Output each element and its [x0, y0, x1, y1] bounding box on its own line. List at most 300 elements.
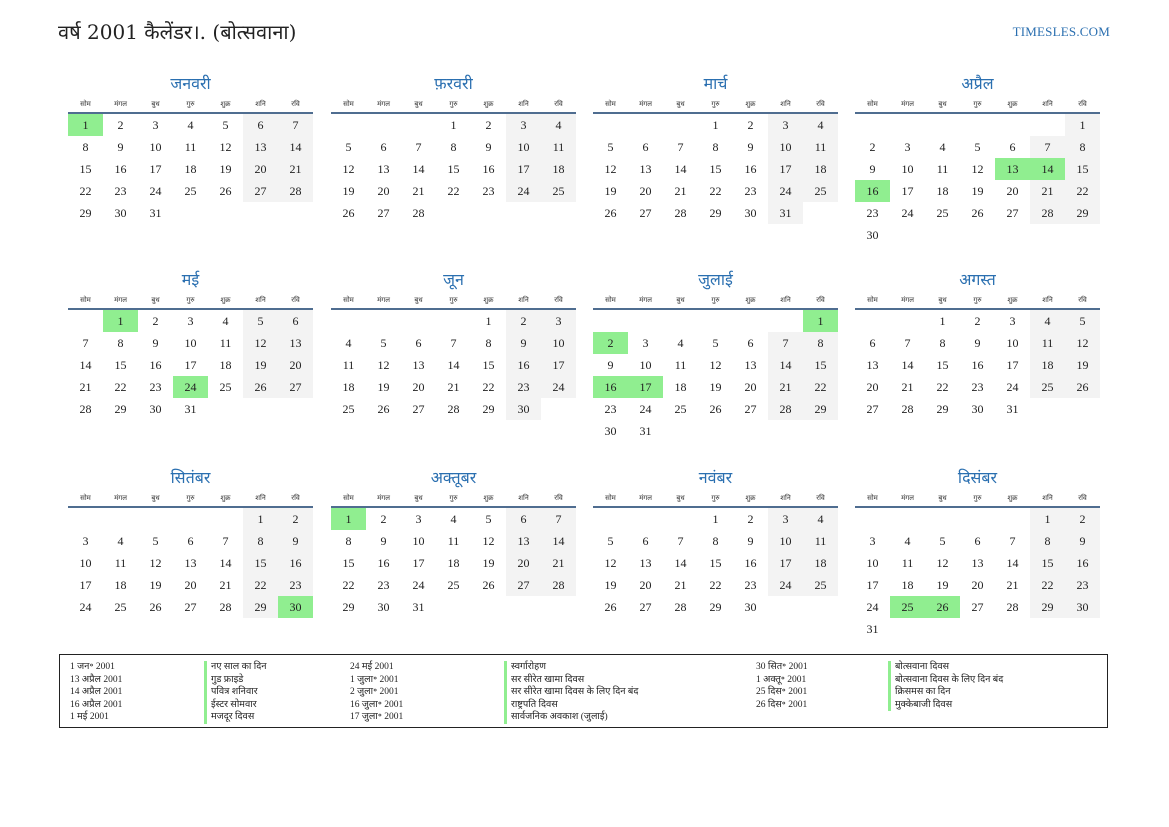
day-cell-empty: [68, 508, 103, 530]
day-cell: 4: [803, 114, 838, 136]
day-cell: 31: [149, 206, 162, 220]
weekday-label: बुध: [151, 296, 160, 304]
day-cell: 8: [243, 530, 278, 552]
day-cell: 28: [447, 402, 460, 416]
day-cell: 24: [639, 402, 652, 416]
day-cell: 11: [114, 556, 127, 570]
weekday-label: सोम: [80, 296, 91, 304]
weekday-label: गुरु: [973, 296, 982, 304]
day-cell: 20: [412, 380, 425, 394]
weekday-label: शुक्र: [220, 296, 231, 304]
weekday-label: गुरु: [711, 296, 720, 304]
day-cell-empty: [366, 310, 401, 332]
day-cell: 17: [768, 158, 803, 180]
day-cell: 12: [936, 556, 949, 570]
day-cell: 14: [901, 358, 914, 372]
weekday-label: सोम: [867, 100, 878, 108]
day-cell: 17: [149, 162, 162, 176]
day-cell: 20: [971, 578, 984, 592]
day-cell: 20: [243, 158, 278, 180]
day-cell: 19: [243, 354, 278, 376]
day-cell: 30: [604, 424, 617, 438]
day-cell: 20: [184, 578, 197, 592]
day-cell-empty: [890, 310, 925, 332]
day-cell: 22: [709, 578, 722, 592]
day-cell: 15: [709, 556, 722, 570]
weekday-label: शुक्र: [745, 494, 756, 502]
day-cell: 29: [1030, 596, 1065, 618]
day-cell: 14: [541, 530, 576, 552]
weekday-label: गुरु: [449, 100, 458, 108]
day-cell: 13: [971, 556, 984, 570]
day-cell: 23: [866, 206, 879, 220]
day-cell: 24: [866, 600, 879, 614]
weekday-label: मंगल: [114, 296, 127, 304]
day-cell: 23: [482, 184, 495, 198]
weekday-label: बुध: [938, 494, 947, 502]
day-cell-holiday: 1: [803, 310, 838, 332]
day-cell: 22: [114, 380, 127, 394]
weekday-label: शुक्र: [1007, 100, 1018, 108]
day-cell: 27: [744, 402, 757, 416]
day-cell: 11: [803, 530, 838, 552]
weekday-label: रवि: [816, 100, 825, 108]
day-cell: 17: [1006, 358, 1019, 372]
day-cell: 10: [79, 556, 92, 570]
day-cell: 5: [222, 118, 229, 132]
day-cell: 18: [803, 158, 838, 180]
day-cell: 30: [744, 600, 757, 614]
day-cell: 22: [342, 578, 355, 592]
weekday-label: शुक्र: [1007, 296, 1018, 304]
page-title: वर्ष 2001 कैलेंडर।. (बोत्सवाना): [58, 20, 297, 44]
legend-date: 1 जुला॰ 2001: [350, 674, 399, 685]
day-cell-holiday: 17: [628, 376, 663, 398]
legend-date: 17 जुला॰ 2001: [350, 712, 404, 722]
month-calendar: [68, 72, 313, 224]
day-cell: 4: [939, 140, 946, 154]
day-cell-empty: [733, 310, 768, 332]
day-cell: 23: [604, 402, 617, 416]
weekday-header: [331, 490, 576, 508]
month-title: दिसंबर: [957, 468, 998, 487]
day-cell: 24: [1006, 380, 1019, 394]
day-cell: 7: [415, 140, 422, 154]
day-cell: 11: [1030, 332, 1065, 354]
day-cell: 8: [1030, 530, 1065, 552]
day-cell: 12: [243, 332, 278, 354]
day-cell: 13: [506, 530, 541, 552]
day-cell: 25: [447, 578, 460, 592]
day-cell: 27: [971, 600, 984, 614]
day-cell-holiday: 16: [593, 376, 628, 398]
month-title: अक्तूबर: [430, 468, 477, 487]
day-cell: 12: [604, 162, 617, 176]
weekday-label: सोम: [867, 296, 878, 304]
day-cell: 20: [744, 380, 757, 394]
day-cell: 23: [278, 574, 313, 596]
day-cell: 17: [541, 354, 576, 376]
weekday-label: रवि: [554, 494, 563, 502]
day-cell-empty: [628, 114, 663, 136]
weekday-label: मंगल: [639, 296, 652, 304]
day-cell: 9: [1065, 530, 1100, 552]
weekday-label: बुध: [676, 296, 685, 304]
day-grid: [331, 508, 576, 618]
day-cell: 30: [377, 600, 390, 614]
day-cell-empty: [925, 508, 960, 530]
weekday-label: शनि: [780, 296, 791, 304]
weekday-label: शनि: [255, 494, 266, 502]
day-cell: 27: [184, 600, 197, 614]
day-grid: [855, 310, 1100, 420]
day-cell: 15: [803, 354, 838, 376]
month-title: मई: [181, 270, 200, 289]
day-cell-empty: [995, 508, 1030, 530]
weekday-label: बुध: [938, 296, 947, 304]
day-cell-empty: [925, 114, 960, 136]
day-cell: 12: [709, 358, 722, 372]
day-cell: 18: [803, 552, 838, 574]
weekday-label: मंगल: [639, 100, 652, 108]
weekday-label: रवि: [554, 100, 563, 108]
day-cell: 15: [243, 552, 278, 574]
day-cell: 10: [1006, 336, 1019, 350]
weekday-label: गुरु: [711, 494, 720, 502]
day-cell: 30: [866, 228, 879, 242]
day-cell: 16: [506, 354, 541, 376]
day-cell: 12: [377, 358, 390, 372]
day-cell: 11: [447, 534, 460, 548]
day-cell: 4: [117, 534, 124, 548]
weekday-header: [593, 96, 838, 114]
day-cell-empty: [855, 508, 890, 530]
day-cell: 11: [219, 336, 232, 350]
day-cell: 23: [506, 376, 541, 398]
day-cell: 2: [869, 140, 876, 154]
day-cell: 10: [541, 332, 576, 354]
legend-date: 24 मई 2001: [350, 662, 394, 672]
day-cell: 16: [744, 556, 757, 570]
day-cell: 9: [747, 534, 754, 548]
day-cell: 3: [415, 512, 422, 526]
day-cell: 6: [506, 508, 541, 530]
weekday-label: गुरु: [449, 494, 458, 502]
day-cell-holiday: 16: [855, 180, 890, 202]
day-cell: 24: [412, 578, 425, 592]
day-cell: 29: [803, 398, 838, 420]
weekday-label: बुध: [414, 100, 423, 108]
day-cell: 10: [901, 162, 914, 176]
day-cell-holiday: 1: [331, 508, 366, 530]
day-cell: 17: [901, 184, 914, 198]
day-cell: 22: [1030, 574, 1065, 596]
day-cell: 12: [482, 534, 495, 548]
day-cell: 23: [149, 380, 162, 394]
weekday-label: सोम: [867, 494, 878, 502]
day-cell: 2: [747, 118, 754, 132]
weekday-label: शुक्र: [220, 494, 231, 502]
day-cell-empty: [366, 114, 401, 136]
day-cell: 4: [450, 512, 457, 526]
day-cell: 5: [485, 512, 492, 526]
day-cell: 26: [971, 206, 984, 220]
day-cell: 9: [974, 336, 981, 350]
day-cell: 22: [447, 184, 460, 198]
weekday-label: रवि: [554, 296, 563, 304]
day-cell: 30: [149, 402, 162, 416]
day-cell: 4: [541, 114, 576, 136]
day-cell: 21: [278, 158, 313, 180]
weekday-label: बुध: [151, 100, 160, 108]
weekday-header: [331, 96, 576, 114]
legend-holiday-name: राष्ट्रपति दिवस: [504, 699, 638, 712]
day-cell-empty: [208, 508, 243, 530]
month-title: अप्रैल: [961, 74, 994, 93]
legend-date: 25 दिस॰ 2001: [756, 687, 808, 697]
legend-holiday-name: नए साल का दिन: [204, 661, 267, 674]
day-cell: 18: [936, 184, 949, 198]
day-cell: 7: [768, 332, 803, 354]
day-cell: 22: [482, 380, 495, 394]
day-cell: 30: [744, 206, 757, 220]
day-cell: 18: [447, 556, 460, 570]
day-cell: 1: [712, 118, 719, 132]
day-cell-empty: [698, 310, 733, 332]
day-cell: 8: [712, 140, 719, 154]
day-cell: 8: [803, 332, 838, 354]
day-cell: 7: [677, 534, 684, 548]
day-cell-empty: [855, 114, 890, 136]
day-cell: 13: [243, 136, 278, 158]
weekday-label: शनि: [1042, 296, 1053, 304]
legend-date: 2 जुला॰ 2001: [350, 687, 399, 697]
day-cell: 26: [342, 206, 355, 220]
site-link[interactable]: TIMESLES.COM: [1012, 24, 1110, 39]
weekday-header: [593, 292, 838, 310]
day-cell: 6: [380, 140, 387, 154]
weekday-label: शनि: [518, 494, 529, 502]
day-cell-holiday: 14: [1030, 158, 1065, 180]
day-cell: 9: [506, 332, 541, 354]
legend-holiday-name: ईस्टर सोमवार: [204, 699, 267, 712]
day-cell: 12: [1065, 332, 1100, 354]
day-cell: 27: [639, 206, 652, 220]
weekday-label: मंगल: [377, 296, 390, 304]
day-cell: 28: [1030, 202, 1065, 224]
day-cell: 17: [184, 358, 197, 372]
weekday-header: [331, 292, 576, 310]
day-cell: 15: [1030, 552, 1065, 574]
legend-holiday-name: क्रिसमस का दिन: [888, 686, 1003, 699]
day-cell: 31: [768, 202, 803, 224]
day-cell: 4: [345, 336, 352, 350]
day-cell: 12: [971, 162, 984, 176]
weekday-label: मंगल: [377, 100, 390, 108]
day-cell: 24: [79, 600, 92, 614]
day-cell: 5: [380, 336, 387, 350]
day-cell: 26: [377, 402, 390, 416]
weekday-label: बुध: [676, 494, 685, 502]
day-cell: 20: [866, 380, 879, 394]
legend-holiday-name: गुड फ्राइडे: [204, 674, 267, 687]
day-cell: 25: [803, 574, 838, 596]
day-cell: 7: [904, 336, 911, 350]
day-cell: 1: [1065, 114, 1100, 136]
day-cell: 30: [971, 402, 984, 416]
month-calendar: [855, 466, 1100, 640]
month-title: मार्च: [703, 74, 728, 93]
legend-date: 26 दिस॰ 2001: [756, 699, 808, 710]
day-cell: 5: [607, 534, 614, 548]
legend-date: 16 अप्रैल 2001: [70, 699, 123, 710]
day-cell: 16: [1065, 552, 1100, 574]
day-cell: 15: [482, 358, 495, 372]
day-cell-empty: [628, 310, 663, 332]
day-cell: 9: [869, 162, 876, 176]
day-cell: 2: [278, 508, 313, 530]
legend-date: 14 अप्रैल 2001: [70, 687, 123, 697]
day-cell: 22: [1065, 180, 1100, 202]
day-cell: 4: [187, 118, 194, 132]
day-cell: 17: [768, 552, 803, 574]
month-calendar: [855, 72, 1100, 246]
day-cell: 14: [278, 136, 313, 158]
day-cell: 28: [1006, 600, 1019, 614]
day-cell: 23: [744, 578, 757, 592]
day-cell: 28: [219, 600, 232, 614]
weekday-label: रवि: [816, 494, 825, 502]
day-cell: 20: [506, 552, 541, 574]
day-cell: 13: [866, 358, 879, 372]
day-cell: 21: [901, 380, 914, 394]
day-cell: 8: [345, 534, 352, 548]
day-grid: [593, 114, 838, 224]
weekday-label: शनि: [255, 100, 266, 108]
weekday-label: मंगल: [114, 494, 127, 502]
day-cell: 19: [377, 380, 390, 394]
legend-holiday-name: सर सीरेत खामा दिवस: [504, 674, 638, 687]
day-cell: 6: [869, 336, 876, 350]
day-cell: 14: [219, 556, 232, 570]
day-cell: 22: [936, 380, 949, 394]
day-cell: 11: [674, 358, 687, 372]
day-grid: [68, 310, 313, 420]
day-grid: [855, 114, 1100, 246]
month-calendar: [331, 466, 576, 618]
day-cell: 1: [485, 314, 492, 328]
day-cell: 5: [607, 140, 614, 154]
day-cell: 25: [184, 184, 197, 198]
day-cell: 29: [243, 596, 278, 618]
day-cell: 10: [866, 556, 879, 570]
day-cell: 26: [243, 376, 278, 398]
day-cell: 25: [803, 180, 838, 202]
day-cell: 24: [901, 206, 914, 220]
day-cell: 31: [639, 424, 652, 438]
day-cell: 2: [117, 118, 124, 132]
day-cell: 12: [149, 556, 162, 570]
weekday-label: शुक्र: [220, 100, 231, 108]
day-cell: 24: [149, 184, 162, 198]
legend-holiday-name: बोत्सवाना दिवस: [888, 661, 1003, 674]
day-cell: 9: [278, 530, 313, 552]
day-cell: 16: [377, 556, 390, 570]
day-cell-empty: [138, 508, 173, 530]
day-cell: 7: [450, 336, 457, 350]
day-cell: 8: [1065, 136, 1100, 158]
day-cell: 17: [412, 556, 425, 570]
weekday-label: सोम: [343, 296, 354, 304]
day-cell: 6: [974, 534, 981, 548]
day-cell: 27: [243, 180, 278, 202]
day-cell: 2: [380, 512, 387, 526]
day-cell: 1: [450, 118, 457, 132]
day-cell: 24: [768, 180, 803, 202]
month-calendar: [331, 268, 576, 420]
day-cell: 26: [149, 600, 162, 614]
weekday-label: शनि: [780, 494, 791, 502]
month-calendar: [855, 268, 1100, 420]
day-cell: 5: [712, 336, 719, 350]
day-cell: 13: [278, 332, 313, 354]
day-cell: 29: [709, 206, 722, 220]
day-cell: 14: [79, 358, 92, 372]
day-cell: 2: [152, 314, 159, 328]
weekday-header: [855, 292, 1100, 310]
month-title: फ़रवरी: [434, 74, 473, 93]
day-cell-empty: [663, 310, 698, 332]
day-cell-empty: [401, 114, 436, 136]
day-cell: 7: [541, 508, 576, 530]
day-cell: 26: [482, 578, 495, 592]
day-cell-empty: [593, 508, 628, 530]
day-cell: 5: [939, 534, 946, 548]
weekday-label: रवि: [291, 494, 300, 502]
weekday-label: सोम: [605, 100, 616, 108]
day-cell: 9: [747, 140, 754, 154]
day-cell: 11: [936, 162, 949, 176]
legend-date: 13 अप्रैल 2001: [70, 674, 123, 685]
day-cell: 9: [117, 140, 124, 154]
day-cell: 31: [412, 600, 425, 614]
day-cell: 27: [866, 402, 879, 416]
month-calendar: [593, 466, 838, 618]
day-cell: 26: [709, 402, 722, 416]
day-cell: 22: [243, 574, 278, 596]
day-cell: 11: [541, 136, 576, 158]
weekday-label: सोम: [80, 494, 91, 502]
day-cell: 3: [869, 534, 876, 548]
day-cell: 19: [219, 162, 232, 176]
day-cell: 25: [936, 206, 949, 220]
day-cell: 14: [674, 556, 687, 570]
day-cell: 16: [114, 162, 127, 176]
day-cell-holiday: 2: [593, 332, 628, 354]
day-cell: 5: [243, 310, 278, 332]
day-cell: 22: [803, 376, 838, 398]
day-cell: 3: [904, 140, 911, 154]
legend-date: 1 जन॰ 2001: [70, 662, 115, 672]
day-cell-empty: [331, 114, 366, 136]
month-title: जनवरी: [170, 74, 211, 93]
month-calendar: [68, 466, 313, 618]
day-grid: [68, 114, 313, 224]
day-grid: [331, 114, 576, 224]
weekday-label: शनि: [518, 296, 529, 304]
weekday-label: गुरु: [711, 100, 720, 108]
day-cell: 9: [152, 336, 159, 350]
